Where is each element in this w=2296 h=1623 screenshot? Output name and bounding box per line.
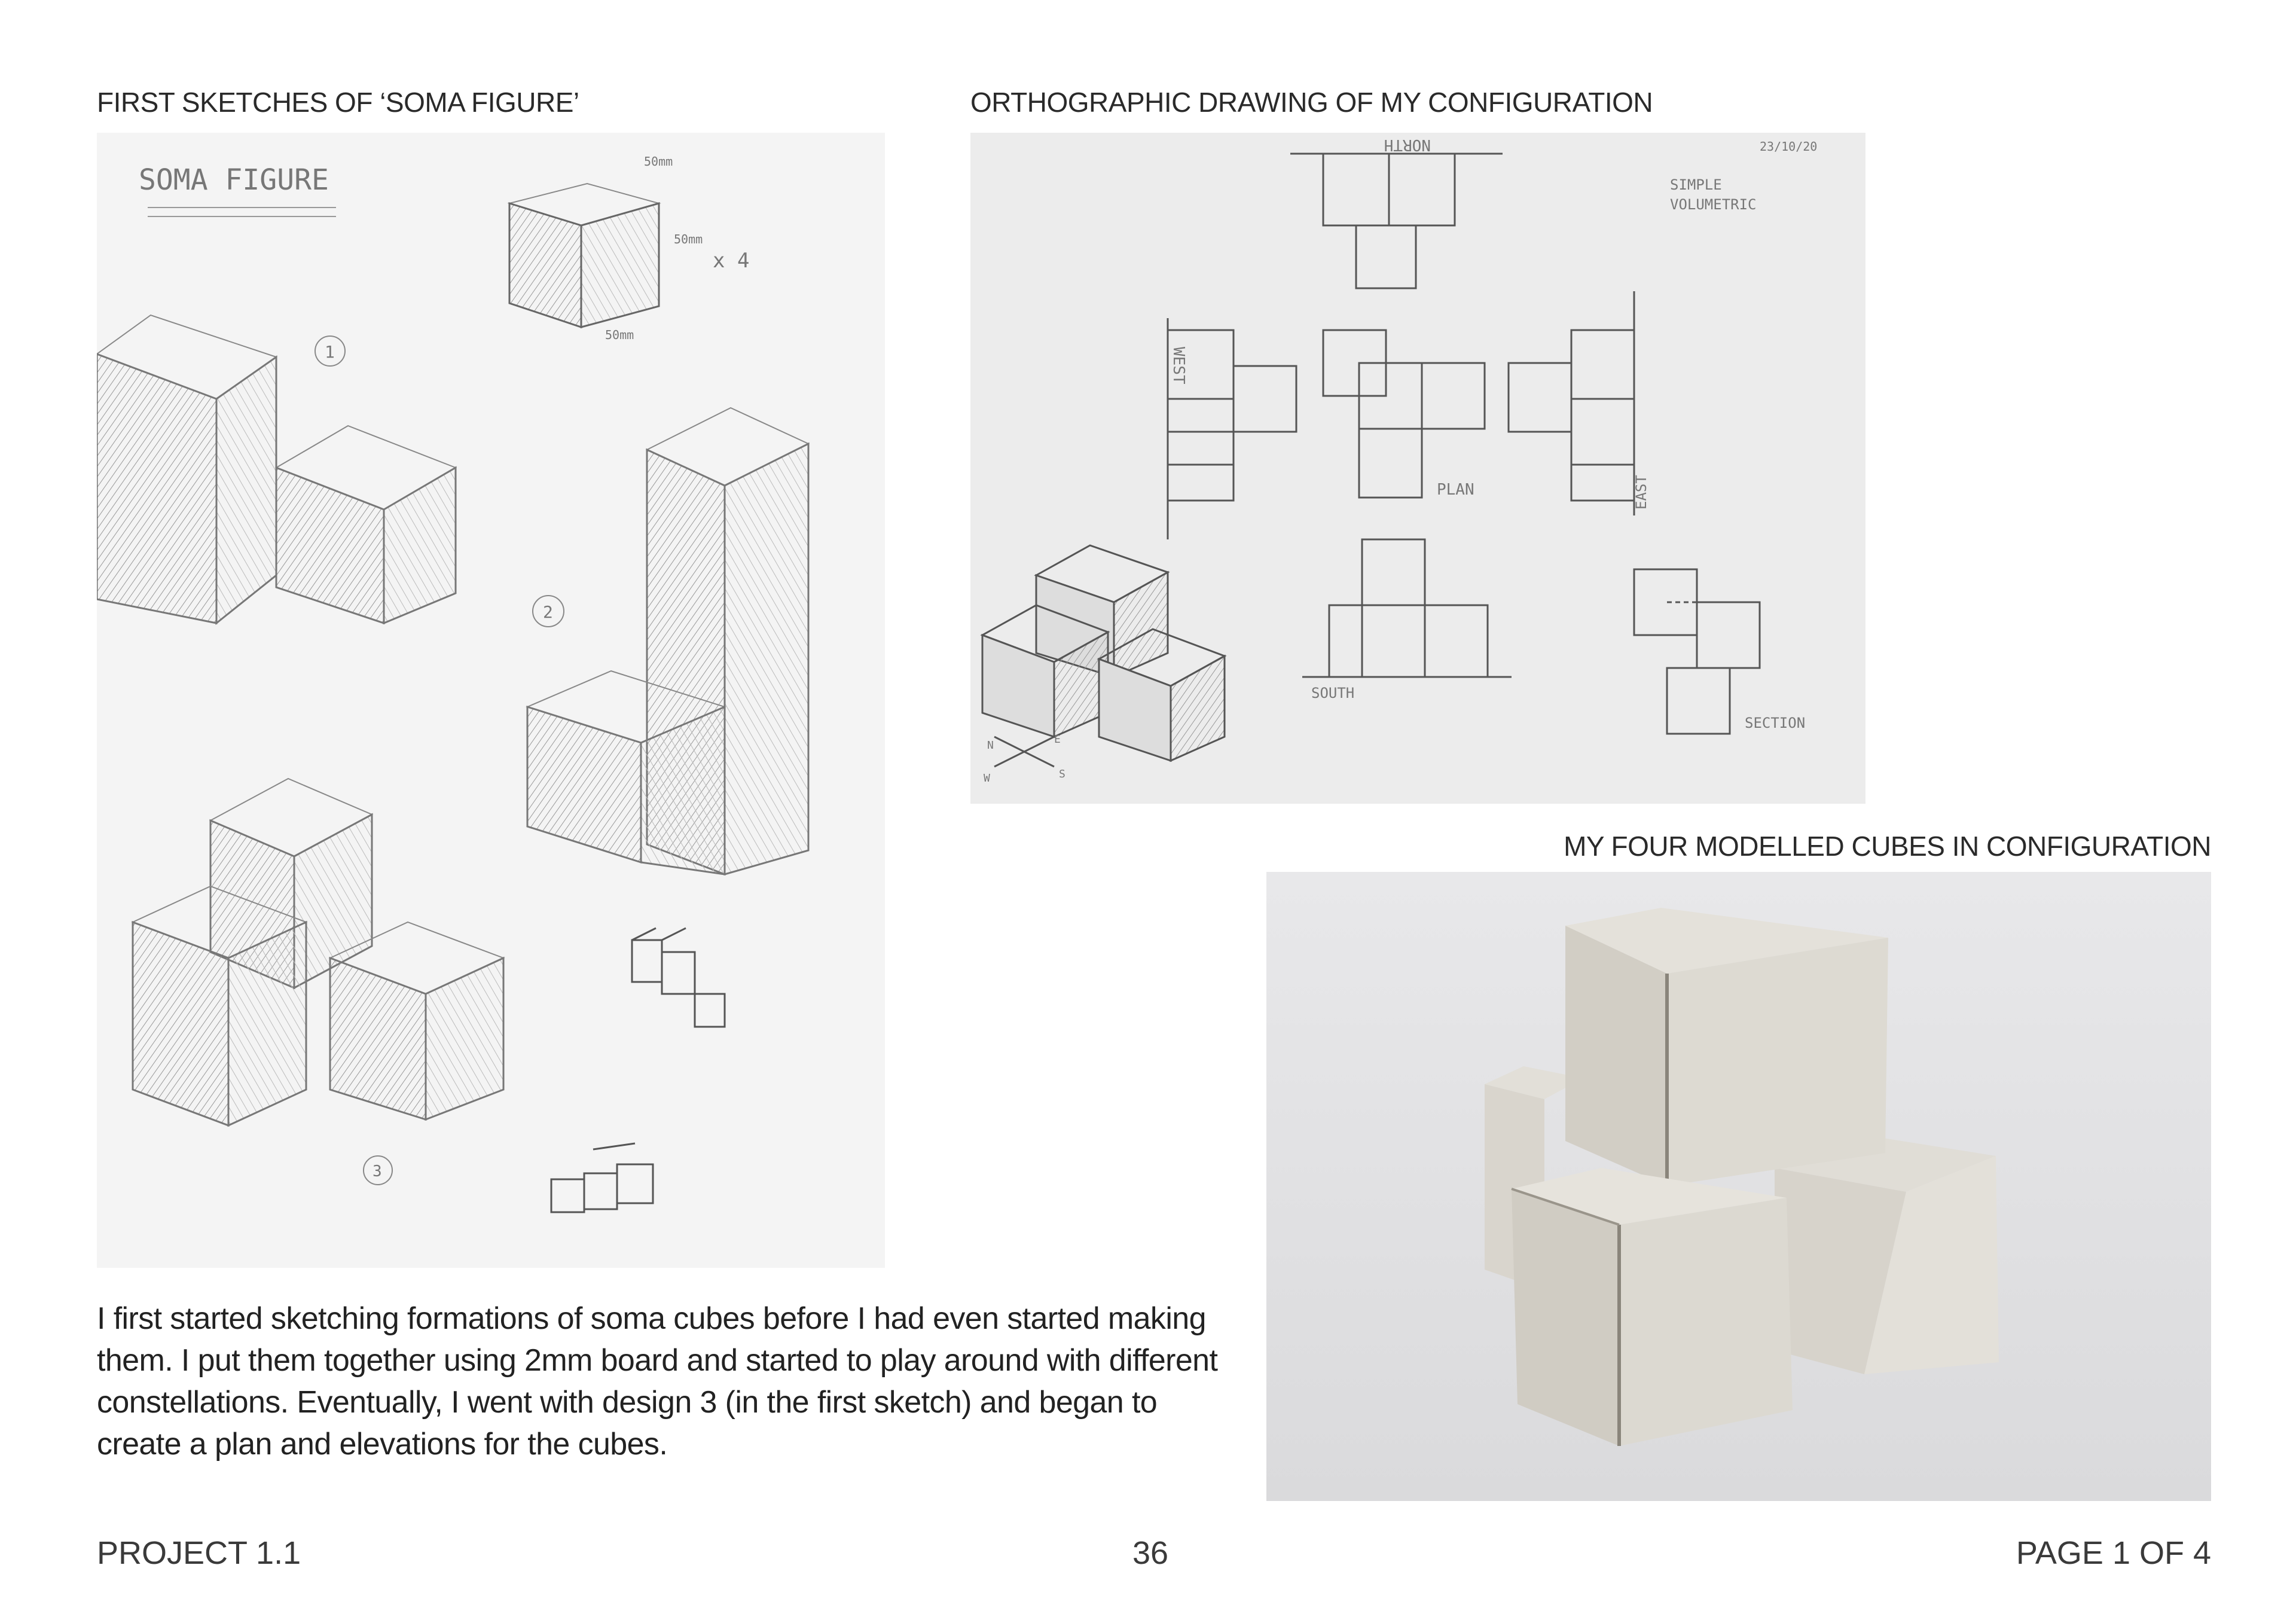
west-label: WEST — [1170, 347, 1187, 385]
compass-icon — [994, 737, 1054, 767]
footer-page-count: PAGE 1 OF 4 — [2016, 1535, 2211, 1571]
plan-label: PLAN — [1437, 481, 1474, 499]
compass-w: W — [984, 772, 990, 785]
note-line2: VOLUMETRIC — [1670, 196, 1757, 213]
body-paragraph: I first started sketching formations of soma cubes before I had even started making them. I put them together using 2mm board and started to play around with different constellations. Eventually, I went with design 3 (in the first sketch) and began to create a plan and elevations for the cubes. — [97, 1301, 1218, 1462]
east-elevation — [1509, 291, 1634, 515]
marker-2: 2 — [543, 602, 553, 622]
compass-n: N — [987, 739, 994, 752]
model-caption: MY FOUR MODELLED CUBES IN CONFIGURATION — [1564, 831, 2211, 862]
south-label: SOUTH — [1311, 685, 1355, 701]
multiplier: x 4 — [713, 249, 750, 273]
orthographic-drawing-image — [970, 133, 1866, 804]
orthographic-drawing — [970, 133, 1866, 804]
single-cube-sketch — [509, 184, 659, 327]
north-elevation — [1290, 154, 1503, 288]
compass-e: E — [1054, 733, 1061, 746]
north-label: NORTH — [1384, 136, 1431, 154]
note-line1: SIMPLE — [1670, 176, 1722, 193]
dim-top: 50mm — [644, 154, 673, 169]
design-2-sketch — [527, 408, 808, 874]
modelled-cubes-illustration — [1266, 872, 2211, 1501]
dim-side: 50mm — [674, 232, 703, 246]
plan-view — [1323, 330, 1485, 498]
marker-1: 1 — [325, 342, 335, 362]
south-elevation — [1302, 539, 1512, 677]
soma-sketch-image — [97, 133, 885, 1268]
design-1-sketch — [97, 315, 456, 623]
axonometric-view — [982, 545, 1225, 761]
small-cube-cluster-1 — [632, 928, 725, 1027]
date-label: 23/10/20 — [1760, 139, 1818, 154]
modelled-cubes-photo — [1266, 872, 2211, 1501]
east-label: EAST — [1633, 475, 1650, 510]
small-cube-cluster-2 — [551, 1143, 653, 1212]
section-label: SECTION — [1745, 715, 1806, 731]
design-3-sketch — [133, 779, 503, 1125]
sketch-title: SOMA FIGURE — [139, 163, 329, 197]
footer-page-number: 36 — [1132, 1535, 1169, 1571]
sketches-caption: FIRST SKETCHES OF ‘SOMA FIGURE’ — [97, 87, 579, 118]
orthographic-caption: ORTHOGRAPHIC DRAWING OF MY CONFIGURATION — [970, 87, 1653, 118]
compass-s: S — [1059, 768, 1065, 780]
section-view — [1634, 569, 1760, 734]
dim-bottom: 50mm — [605, 328, 634, 342]
marker-3: 3 — [373, 1163, 382, 1180]
footer-project: PROJECT 1.1 — [97, 1535, 301, 1571]
soma-sketch-drawing — [97, 133, 885, 1268]
